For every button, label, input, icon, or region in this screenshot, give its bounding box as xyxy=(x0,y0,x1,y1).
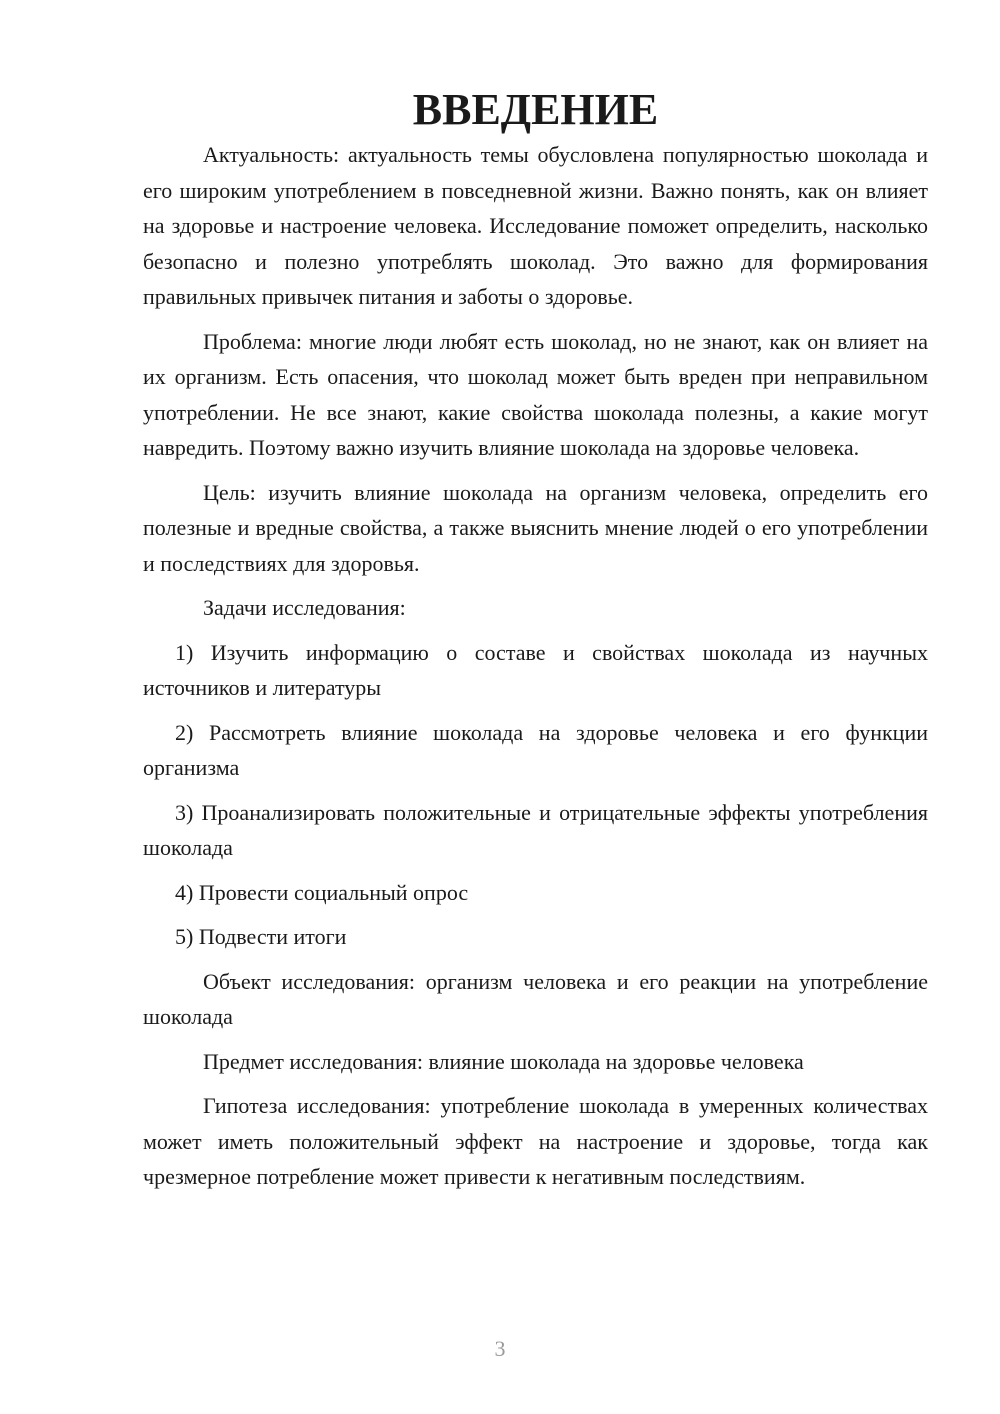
goal-paragraph: Цель: изучить влияние шоколада на организм человека, определить его полезные и вредные свойства, а также выяснить мнение людей о его употреблении и последствиях для здоровья. xyxy=(143,479,928,576)
task-item: 5) Подвести итоги xyxy=(175,924,347,949)
hypothesis-paragraph: Гипотеза исследования: употребление шоколада в умеренных количествах может иметь положительный эффект на настроение и здоровье, тогда как чрезмерное потребление может привести к негативным последствиям. xyxy=(143,1093,928,1189)
task-item: 3) Проанализировать положительные и отрицательные эффекты употребления шоколада xyxy=(143,799,928,860)
task-item: 2) Рассмотреть влияние шоколада на здоровье человека и его функции организма xyxy=(143,719,928,780)
problem-paragraph: Проблема: многие люди любят есть шоколад, но не знают, как он влияет на их организм. Есть опасения, что шоколад может быть вреден при неправильном употреблении. Не все знают, какие свойства шоколада полезны, а какие могут навредить. Поэтому важно изучить влияние шоколада на здоровье человека. xyxy=(143,328,928,460)
tasks-heading: Задачи исследования: xyxy=(203,595,406,620)
task-item: 4) Провести социальный опрос xyxy=(175,879,469,905)
page-number: 3 xyxy=(494,1336,506,1361)
document-page xyxy=(143,85,928,1195)
relevance-paragraph: Актуальность: актуальность темы обусловлена популярностью шоколада и его широким употреблением в повседневной жизни. Важно понять, как он влияет на здоровье и настроение человека. Исследование поможет определить, насколько безопасно и полезно употреблять шоколад. Это важно для формирования правильных привычек питания и заботы о здоровье. xyxy=(143,142,928,309)
task-item: 1) Изучить информацию о составе и свойствах шоколада из научных источников и литературы xyxy=(143,639,928,700)
tasks-list xyxy=(143,635,928,955)
subject-paragraph: Предмет исследования: влияние шоколада на здоровье человека xyxy=(203,1048,804,1074)
object-paragraph: Объект исследования: организм человека и его реакции на употребление шоколада xyxy=(143,968,928,1029)
page-title: ВВЕДЕНИЕ xyxy=(412,85,659,134)
